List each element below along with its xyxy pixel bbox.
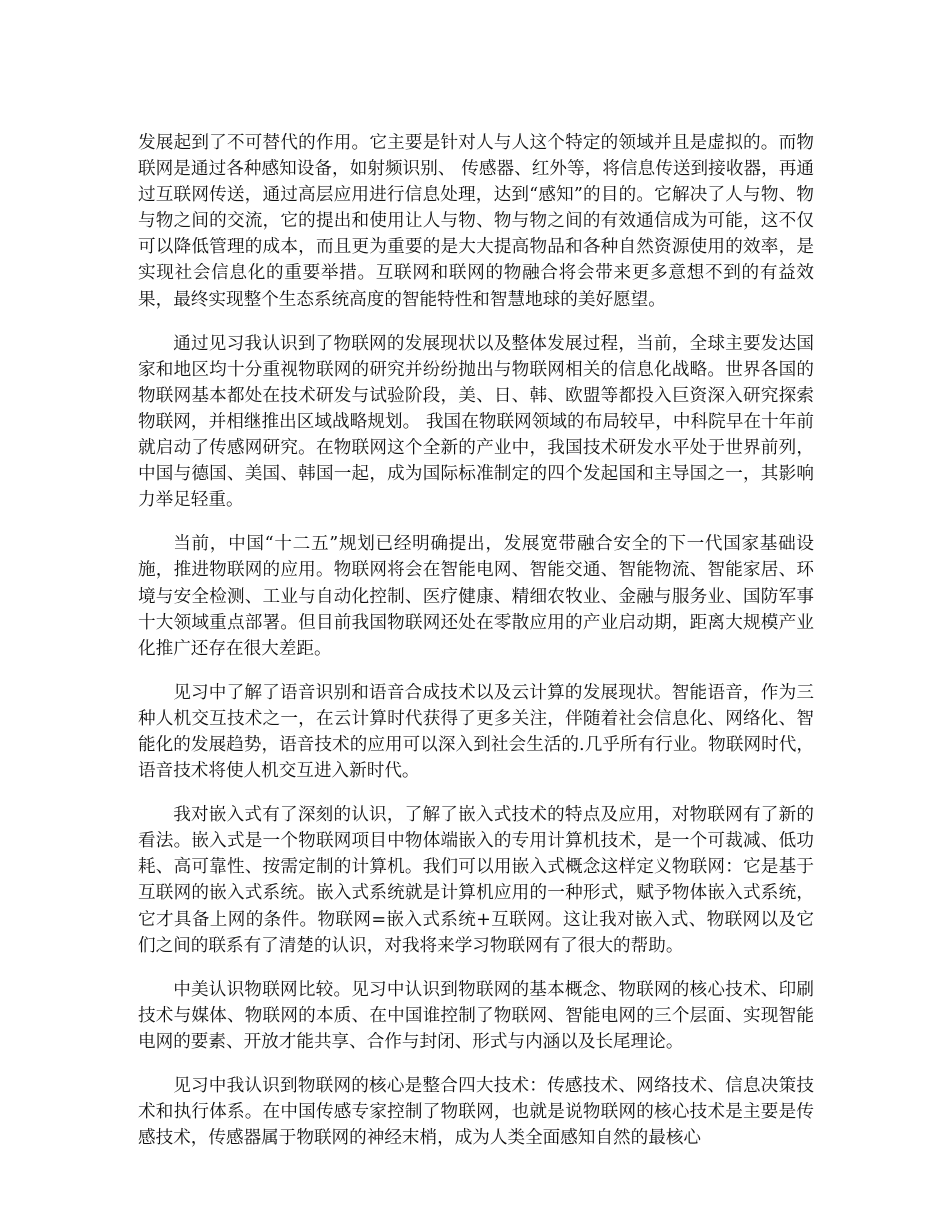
paragraph-twelfth-five-year-plan: 当前，中国“十二五”规划已经明确提出，发展宽带融合安全的下一代国家基础设施，推进物联网的应用。物联网将会在智能电网、智能交通、智能物流、智能家居、环境与安全检测、工业与自动化控制、医疗健康、精细农牧业、金融与服务业、国防军事十大领域重点部署。但目前我国物联网还处在零散应用的产业启动期，距离大规模产业化推广还存在很大差距。 xyxy=(138,534,814,659)
document-body xyxy=(138,130,814,1169)
paragraph-continuation: 发展起到了不可替代的作用。它主要是针对人与人这个特定的领域并且是虚拟的。而物联网是通过各种感知设备，如射频识别、 传感器、红外等，将信息传送到接收器，再通过互联网传送，通过高层应用进行信息处理，达到“感知”的目的。它解决了人与物、物与物之间的交流，它的提出和使用让人与物、物与物之间的有效通信成为可能，这不仅可以降低管理的成本，而且更为重要的是大大提高物品和各种自然资源使用的效率，是实现社会信息化的重要举措。互联网和联网的物融合将会带来更多意想不到的有益效果，最终实现整个生态系统高度的智能特性和智慧地球的美好愿望。 xyxy=(138,133,814,310)
paragraph-core-technologies: 见习中我认识到物联网的核心是整合四大技术：传感技术、网络技术、信息决策技术和执行体系。在中国传感专家控制了物联网，也就是说物联网的核心技术是主要是传感技术，传感器属于物联网的神经末梢，成为人类全面感知自然的最核心 xyxy=(138,1076,814,1149)
paragraph-speech-technology: 见习中了解了语音识别和语音合成技术以及云计算的发展现状。智能语音，作为三种人机交互技术之一，在云计算时代获得了更多关注，伴随着社会信息化、网络化、智能化的发展趋势，语音技术的应用可以深入到社会生活的.几乎所有行业。物联网时代，语音技术将使人机交互进入新时代。 xyxy=(138,682,814,782)
paragraph-iot-development-status: 通过见习我认识到了物联网的发展现状以及整体发展过程，当前，全球主要发达国家和地区均十分重视物联网的研究并纷纷抛出与物联网相关的信息化战略。世界各国的物联网基本都处在技术研发与试验阶段，美、日、韩、欧盟等都投入巨资深入研究探索物联网，并相继推出区域战略规划。 我国在物联网领域的布局较早，中科院早在十年前就启动了传感网研究。在物联网这个全新的产业中，我国技术研发水平处于世界前列，中国与德国、美国、韩国一起，成为国际标准制定的四个发起国和主导国之一，其影响力举足轻重。 xyxy=(138,333,814,511)
paragraph-sino-us-comparison: 中美认识物联网比较。见习中认识到物联网的基本概念、物联网的核心技术、印刷技术与媒体、物联网的本质、在中国谁控制了物联网、智能电网的三个层面、实现智能电网的要素、开放才能共享、合作与封闭、形式与内涵以及长尾理论。 xyxy=(138,979,814,1052)
paragraph-embedded-systems: 我对嵌入式有了深刻的认识，了解了嵌入式技术的特点及应用，对物联网有了新的看法。嵌入式是一个物联网项目中物体端嵌入的专用计算机技术，是一个可裁减、低功耗、高可靠性、按需定制的计算机。我们可以用嵌入式概念这样定义物联网：它是基于互联网的嵌入式系统。嵌入式系统就是计算机应用的一种形式，赋予物体嵌入式系统，它才具备上网的条件。物联网=嵌入式系统+互联网。这让我对嵌入式、物联网以及它们之间的联系有了清楚的认识，对我将来学习物联网有了很大的帮助。 xyxy=(138,805,814,956)
